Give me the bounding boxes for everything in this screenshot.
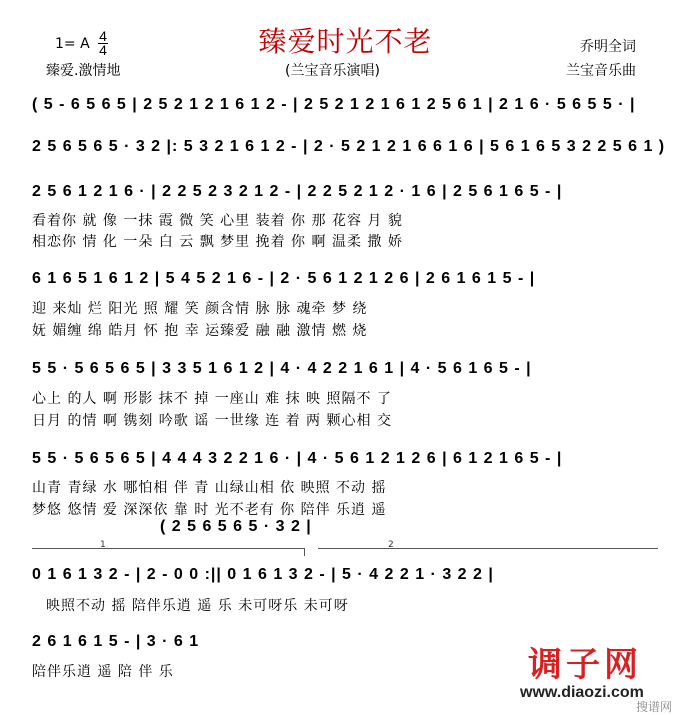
time-signature-top: 4 [99,28,107,44]
composer: 兰宝音乐曲 [566,63,636,79]
lyric-row-9: 陪伴乐逍 遥 陪 伴 乐 [32,664,174,680]
notation-row-7: ( 2 5 6 5 6 5 · 3 2 | [160,518,312,535]
lyric-row-5b: 日月 的情 啊 镌刻 吟歌 谣 一世缘 连 着 两 颗心相 交 [32,413,392,429]
lyric-row-3b: 相恋你 情 化 一朵 白 云 飘 梦里 挽着 你 啊 温柔 撒 娇 [32,234,403,250]
lyric-row-4b: 妩 媚缠 绵 皓月 怀 抱 幸 运臻爱 融 融 激情 燃 烧 [32,323,368,339]
lyric-row-6a: 山青 青绿 水 哪怕相 伴 青 山绿山相 依 映照 不动 摇 [32,480,387,496]
lyric-row-8: 映照不动 摇 陪伴乐逍 遥 乐 未可呀乐 未可呀 [46,598,349,614]
ending-bracket-1-end [304,548,305,556]
notation-row-5: 5 5 · 5 6 5 6 5 | 3 3 5 1 6 1 2 | 4 · 4 2 2 1 6 1 | 4 · 5 6 1 6 5 - | [32,360,532,377]
performer: (兰宝音乐演唱) [285,63,380,79]
lyric-row-5a: 心上 的人 啊 形影 抹不 掉 一座山 难 抹 映 照隔不 了 [32,391,392,407]
subtitle: 臻爱.激情地 [46,63,121,79]
notation-row-1: ( 5 - 6 5 6 5 | 2 5 2 1 2 1 6 1 2 - | 2 5 2 1 2 1 6 1 2 5 6 1 | 2 1 6 · 5 6 5 5 · | [32,96,636,113]
time-signature [97,30,109,57]
notation-row-8: 0 1 6 1 3 2 - | 2 - 0 0 :|| 0 1 6 1 3 2 - | 5 · 4 2 2 1 · 3 2 2 | [32,566,494,583]
watermark: 搜谱网 [636,700,673,714]
key-signature: 1= A [55,36,90,52]
ending-bracket-1 [32,548,304,549]
lyric-row-6b: 梦悠 悠情 爱 深深依 靠 时 光不老有 你 陪伴 乐逍 遥 [32,502,387,518]
site-logo: 调子网 [528,645,642,685]
lyric-row-3a: 看着你 就 像 一抹 霞 微 笑 心里 装着 你 那 花容 月 貌 [32,213,403,229]
lyricist: 乔明全词 [580,39,636,55]
notation-row-9: 2 6 1 6 1 5 - | 3 · 6 1 [32,633,200,650]
notation-row-2: 2 5 6 5 6 5 · 3 2 |: 5 3 2 1 6 1 2 - | 2 · 5 2 1 2 1 6 6 1 6 | 5 6 1 6 5 3 2 2 5 6 1 ) [32,138,666,155]
time-signature-bottom: 4 [99,42,107,58]
site-url: www.diaozi.com [520,684,644,701]
ending-bracket-2 [318,548,658,549]
title: 臻爱时光不老 [258,25,433,58]
notation-row-4: 6 1 6 5 1 6 1 2 | 5 4 5 2 1 6 - | 2 · 5 6 1 2 1 2 6 | 2 6 1 6 1 5 - | [32,270,536,287]
ending-number-1: 1 [100,540,106,550]
notation-row-6: 5 5 · 5 6 5 6 5 | 4 4 4 3 2 2 1 6 · | 4 · 5 6 1 2 1 2 6 | 6 1 2 1 6 5 - | [32,450,563,467]
ending-number-2: 2 [388,540,394,550]
lyric-row-4a: 迎 来灿 烂 阳光 照 耀 笑 颜含情 脉 脉 魂牵 梦 绕 [32,301,368,317]
notation-row-3: 2 5 6 1 2 1 6 · | 2 2 5 2 3 2 1 2 - | 2 2 5 2 1 2 · 1 6 | 2 5 6 1 6 5 - | [32,183,563,200]
